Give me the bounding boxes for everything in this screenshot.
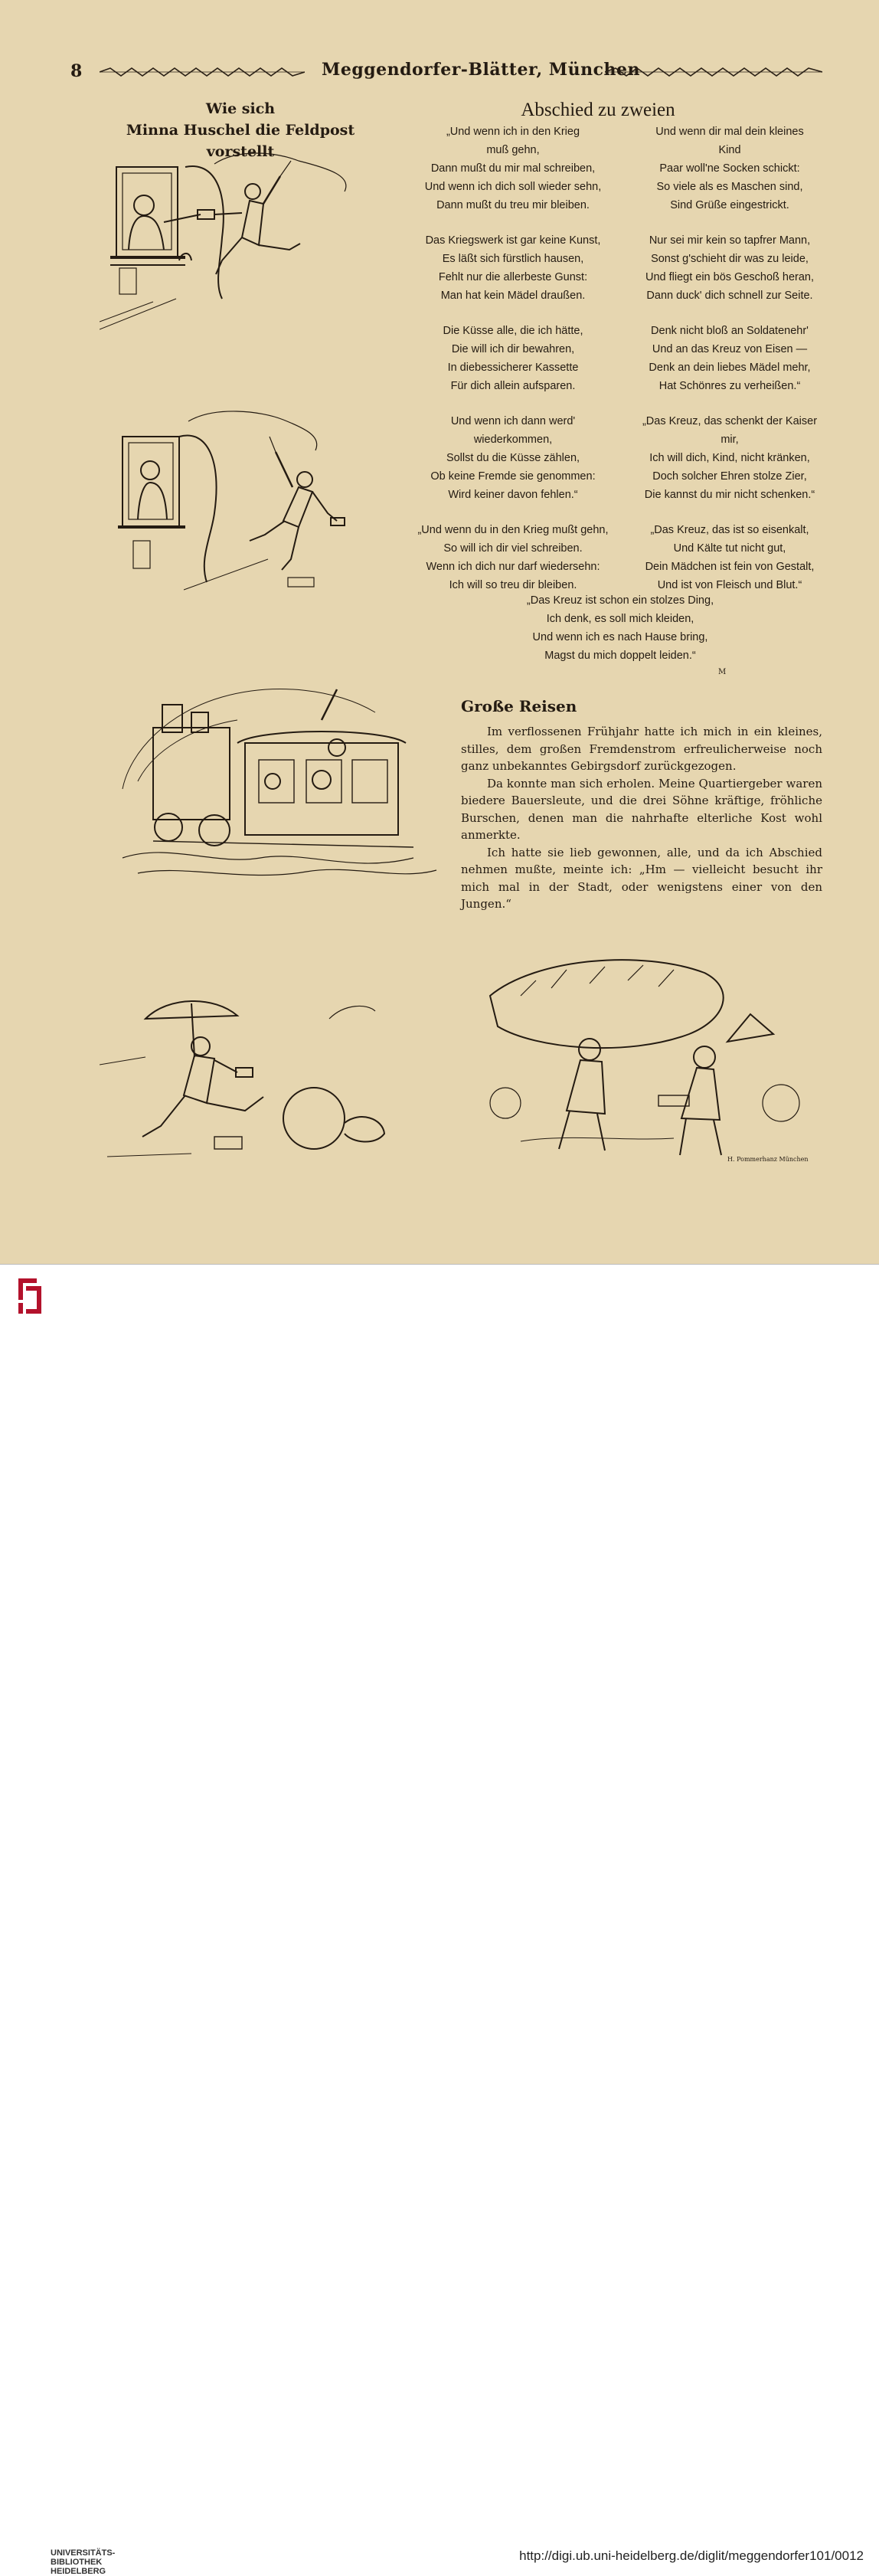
poem-line: So viele als es Maschen sind,	[656, 181, 803, 193]
poem-left-column	[406, 123, 620, 611]
stanza-left-5	[406, 521, 620, 594]
poem-line: Ob keine Fremde sie genommen:	[430, 470, 596, 483]
prose-title: Große Reisen	[461, 697, 577, 715]
poem-line: Die will ich dir bewahren,	[451, 343, 575, 355]
poem-line: „Das Kreuz, das schenkt der Kaiser	[642, 415, 818, 427]
author-initial: M	[718, 668, 727, 676]
poem-line: Sollst du die Küsse zählen,	[446, 452, 580, 464]
poem-line: Denk an dein liebes Mädel mehr,	[649, 362, 811, 374]
poem-line: Dein Mädchen ist fein von Gestalt,	[645, 561, 815, 573]
library-name-line: UNIVERSITÄTS-	[51, 2548, 116, 2558]
library-name-line: BIBLIOTHEK	[51, 2558, 103, 2567]
scanned-page	[0, 0, 879, 1264]
poem-line: Paar woll'ne Socken schickt:	[659, 162, 800, 175]
poem-line: Wird keiner davon fehlen.“	[448, 489, 578, 501]
illustration-postman-window	[100, 146, 368, 337]
header-ornament-right	[605, 66, 822, 78]
prose-paragraph: Ich hatte sie lieb gewonnen, alle, und da ich Abschied nehmen mußte, meinte ich: „Hm — vielleicht besucht ihr mich mal in der Stadt, oder wenigstens einer von den Jungen.“	[461, 845, 822, 911]
poem-line: Sind Grüße eingestrickt.	[670, 199, 789, 211]
poem-line: Kind	[718, 144, 741, 156]
library-footer	[0, 1264, 879, 2576]
poem-line: Fehlt nur die allerbeste Gunst:	[438, 271, 588, 283]
stanza-left-2	[406, 231, 620, 305]
illustration-soldiers-mail	[475, 950, 827, 1172]
poem-line: Denk nicht bloß an Soldatenehr'	[651, 325, 809, 337]
poem-line: Nur sei mir kein so tapfrer Mann,	[649, 234, 811, 247]
illustration-soldier-running	[115, 406, 368, 597]
poem-line: Es läßt sich fürstlich hausen,	[442, 253, 584, 265]
caption-line-1: Wie sich	[205, 100, 276, 117]
library-logo-icon	[15, 1274, 46, 1318]
poem-line: Und ist von Fleisch und Blut.“	[657, 579, 802, 591]
stanza-right-1	[626, 123, 833, 214]
caption-line-2: Minna Huschel die Feldpost vorstellt	[126, 122, 355, 160]
illustration-train	[107, 666, 444, 896]
poem-line: Ich will so treu dir bleiben.	[449, 579, 577, 591]
poem-line: So will ich dir viel schreiben.	[443, 542, 583, 555]
stanza-right-3	[626, 322, 833, 395]
poem-line: Dann mußt du mir mal schreiben,	[430, 162, 596, 175]
poem-line: „Und wenn ich in den Krieg	[446, 126, 580, 138]
poem-line: Die kannst du mir nicht schenken.“	[644, 489, 815, 501]
illustration-running-umbrella	[100, 973, 421, 1164]
poem-line: In diebessicherer Kassette	[447, 362, 579, 374]
stanza-left-4	[406, 412, 620, 504]
header-ornament-left	[100, 66, 305, 78]
prose-paragraph: Da konnte man sich erholen. Meine Quartiergeber waren biedere Bauersleute, und die drei Söhne kräftige, fröhliche Burschen, denen man die nahrhafte elterliche Kost wohl anmerkte.	[461, 776, 822, 842]
poem-title: Abschied zu zweien	[521, 100, 675, 120]
poem-line: mir,	[721, 434, 739, 446]
poem-line: „Und wenn du in den Krieg mußt gehn,	[417, 524, 609, 536]
poem-line: Und wenn dir mal dein kleines	[655, 126, 804, 138]
poem-right-column	[626, 123, 833, 611]
stanza-left-3	[406, 322, 620, 395]
prose-body	[461, 723, 822, 913]
poem-line: Magst du mich doppelt leiden.“	[544, 650, 696, 662]
poem-line: Für dich allein aufsparen.	[450, 380, 576, 392]
page-number: 8	[70, 61, 83, 81]
source-url[interactable]: http://digi.ub.uni-heidelberg.de/diglit/meggendorfer101/0012	[519, 2548, 864, 2563]
library-name	[51, 2548, 115, 2576]
illustrator-signature: H. Pommerhanz München	[727, 1156, 809, 1163]
poem-line: Man hat kein Mädel draußen.	[440, 290, 586, 302]
poem-line: Und fliegt ein bös Geschoß heran,	[645, 271, 815, 283]
poem-line: Und an das Kreuz von Eisen —	[652, 343, 808, 355]
poem-line: Das Kriegswerk ist gar keine Kunst,	[425, 234, 601, 247]
poem-line: Hat Schönres zu verheißen.“	[658, 380, 801, 392]
poem-line: Und wenn ich dann werd'	[450, 415, 576, 427]
stanza-right-5	[626, 521, 833, 594]
poem-line: Dann duck' dich schnell zur Seite.	[646, 290, 813, 302]
poem-line: Dann mußt du treu mir bleiben.	[436, 199, 590, 211]
stanza-left-1	[406, 123, 620, 214]
poem-line: Und wenn ich dich soll wieder sehn,	[424, 181, 602, 193]
stanza-right-4	[626, 412, 833, 504]
prose-paragraph: Im verflossenen Frühjahr hatte ich mich in ein kleines, stilles, dem großen Fremdenstrom erfreulicherweise noch ganz unbekanntes Gebirgsdorf zurückgezogen.	[461, 725, 822, 773]
stanza-right-2	[626, 231, 833, 305]
poem-line: Sonst g'schieht dir was zu leide,	[651, 253, 809, 265]
poem-line: „Das Kreuz, das ist so eisenkalt,	[650, 524, 809, 536]
poem-line: wiederkommen,	[473, 434, 553, 446]
magazine-title: Meggendorfer-Blätter, München	[322, 60, 640, 80]
poem-line: Die Küsse alle, die ich hätte,	[443, 325, 583, 337]
poem-line: Wenn ich dich nur darf wiedersehn:	[426, 561, 600, 573]
poem-line: Und wenn ich es nach Hause bring,	[532, 631, 708, 643]
poem-line: Ich denk, es soll mich kleiden,	[546, 613, 694, 625]
poem-line: Ich will dich, Kind, nicht kränken,	[649, 452, 810, 464]
library-name-line: HEIDELBERG	[51, 2567, 106, 2576]
poem-line: „Das Kreuz ist schon ein stolzes Ding,	[526, 594, 714, 607]
poem-line: Und Kälte tut nicht gut,	[673, 542, 786, 555]
poem-final-stanza	[505, 591, 735, 665]
poem-line: muß gehn,	[486, 144, 540, 156]
poem-line: Doch solcher Ehren stolze Zier,	[652, 470, 807, 483]
